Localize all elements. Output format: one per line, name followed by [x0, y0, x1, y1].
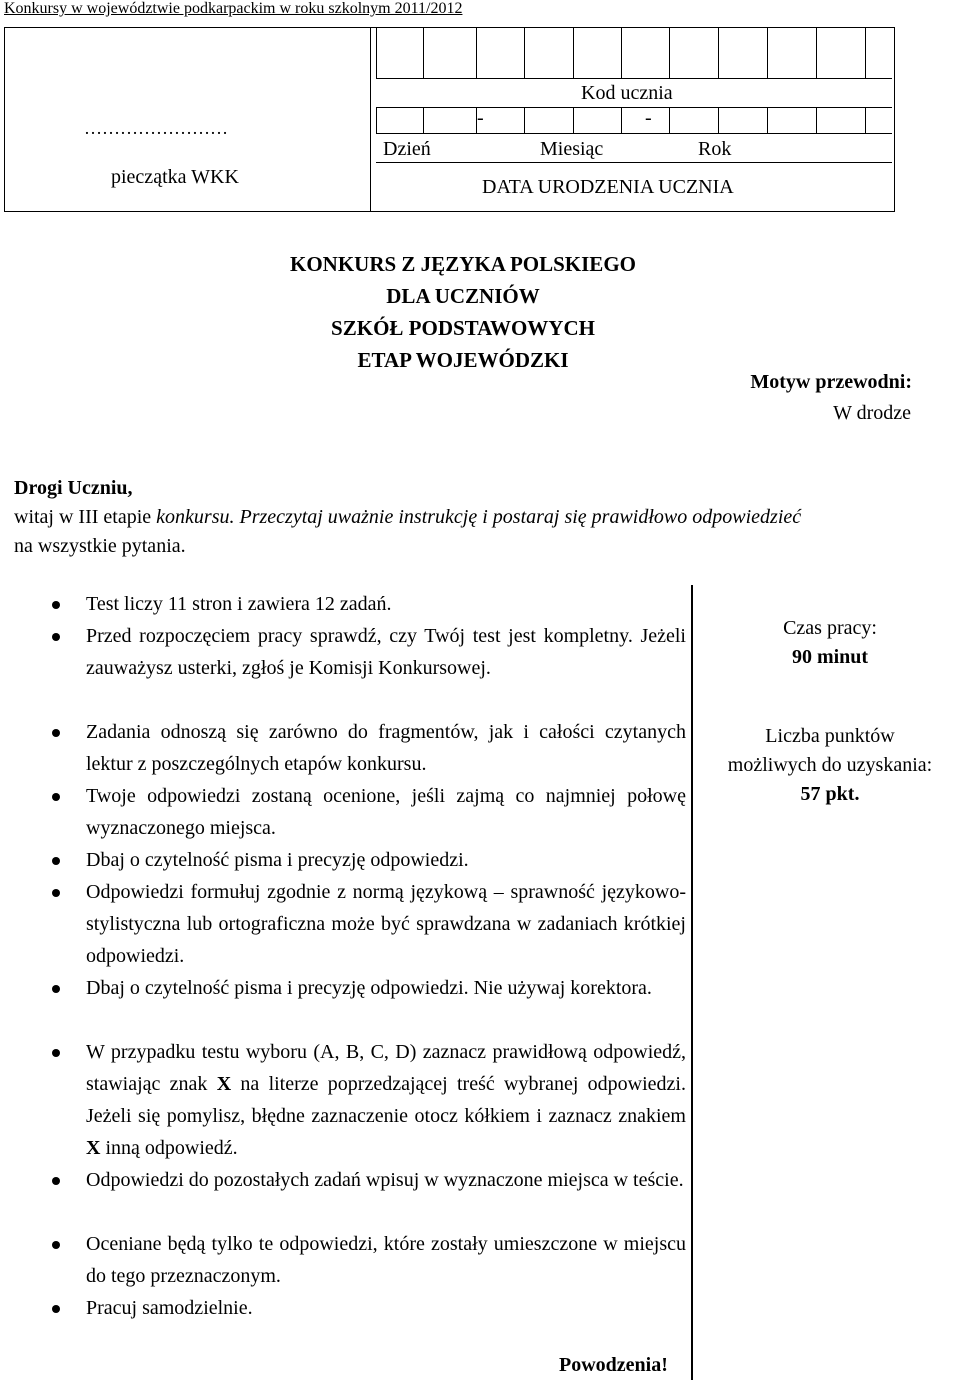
time-box	[700, 614, 960, 672]
bullet-icon	[52, 601, 60, 609]
year-label: Rok	[698, 138, 732, 160]
instruction-9: Odpowiedzi do pozostałych zadań wpisuj w wyznaczone miejsca w teście.	[86, 1169, 684, 1191]
instruction-5: Dbaj o czytelność pisma i precyzję odpowiedzi.	[86, 849, 469, 871]
points-value: 57 pkt.	[800, 783, 860, 805]
birth-date-caption: DATA URODZENIA UCZNIA	[482, 176, 734, 198]
mark-x-symbol: X	[216, 1073, 232, 1095]
bullet-icon	[52, 1241, 60, 1249]
intro-text	[14, 503, 960, 561]
closing-text: Powodzenia!	[559, 1354, 668, 1376]
contest-title	[213, 248, 713, 376]
day-label: Dzień	[383, 138, 431, 160]
instruction-8-part-1: W przypadku testu wyboru (A, B, C, D) zaznacz prawidłową odpowiedź, stawiając znak	[86, 1041, 686, 1095]
time-value: 90 minut	[791, 646, 869, 668]
mark-x-symbol: X	[86, 1137, 101, 1159]
bullet-icon	[52, 633, 60, 641]
bullet-icon	[52, 1305, 60, 1313]
bullet-icon	[52, 857, 60, 865]
title-line-4: ETAP WOJEWÓDZKI	[357, 348, 569, 372]
bullet-icon	[52, 793, 60, 801]
intro-italic: konkursu. Przeczytaj uważnie instrukcję i postaraj się prawidłowo odpowiedzieć	[156, 506, 802, 528]
instruction-10: Oceniane będą tylko te odpowiedzi, które zostały umieszczone w miejscu do tego przeznaczonym.	[86, 1233, 686, 1287]
instruction-8-part-2: na literze poprzedzającej treść wybranej odpowiedzi. Jeżeli się pomylisz, błędne zaznaczenie otocz kółkiem i zaznacz znakiem	[86, 1073, 686, 1127]
greeting: Drogi Uczniu,	[14, 477, 133, 499]
date-dash-month-year: -	[645, 107, 652, 129]
instruction-3: Zadania odnoszą się zarówno do fragmentów, jak i całości czytanych lektur z poszczególnych etapów konkursu.	[86, 721, 686, 775]
points-box	[700, 722, 960, 809]
stamp-dots: ……………………	[84, 118, 228, 138]
instruction-8-part-3: inną odpowiedź.	[100, 1137, 238, 1159]
instruction-8	[86, 1036, 686, 1164]
instruction-2: Przed rozpoczęciem pracy sprawdź, czy Twój test jest kompletny. Jeżeli zauważysz usterki, zgłoś je Komisji Konkursowej.	[86, 625, 686, 679]
instruction-1: Test liczy 11 stron i zawiera 12 zadań.	[86, 593, 392, 615]
points-label-2: możliwych do uzyskania:	[727, 754, 933, 776]
title-line-3: SZKÓŁ PODSTAWOWYCH	[331, 316, 595, 340]
title-line-1: KONKURS Z JĘZYKA POLSKIEGO	[290, 252, 636, 276]
time-label: Czas pracy:	[783, 617, 877, 639]
intro-second-line: na wszystkie pytania.	[14, 535, 186, 557]
header-line: Konkursy w województwie podkarpackim w roku szkolnym 2011/2012	[4, 0, 463, 17]
bullet-icon	[52, 729, 60, 737]
bullet-icon	[52, 1049, 60, 1057]
bullet-icon	[52, 985, 60, 993]
motto-label: Motyw przewodni:	[750, 371, 912, 393]
date-dash-day-month: -	[477, 107, 484, 129]
instruction-11: Pracuj samodzielnie.	[86, 1297, 253, 1319]
title-line-2: DLA UCZNIÓW	[386, 284, 540, 308]
instruction-6: Odpowiedzi formułuj zgodnie z normą językową – sprawność językowo-stylistyczna lub ortograficzna może być sprawdzana w zadaniach krótkiej odpowiedzi.	[86, 881, 686, 967]
points-label-1: Liczba punktów	[765, 725, 895, 747]
stamp-label: pieczątka WKK	[111, 166, 239, 188]
student-code-label: Kod ucznia	[581, 82, 673, 104]
intro-plain: witaj w III etapie	[14, 506, 157, 528]
bullet-icon	[52, 889, 60, 897]
instruction-4: Twoje odpowiedzi zostaną ocenione, jeśli zajmą co najmniej połowę wyznaczonego miejsca.	[86, 785, 686, 839]
column-divider	[691, 585, 693, 1380]
instruction-7: Dbaj o czytelność pisma i precyzję odpowiedzi. Nie używaj korektora.	[86, 977, 652, 999]
motto-value: W drodze	[833, 402, 911, 424]
month-label: Miesiąc	[540, 138, 604, 160]
bullet-icon	[52, 1177, 60, 1185]
